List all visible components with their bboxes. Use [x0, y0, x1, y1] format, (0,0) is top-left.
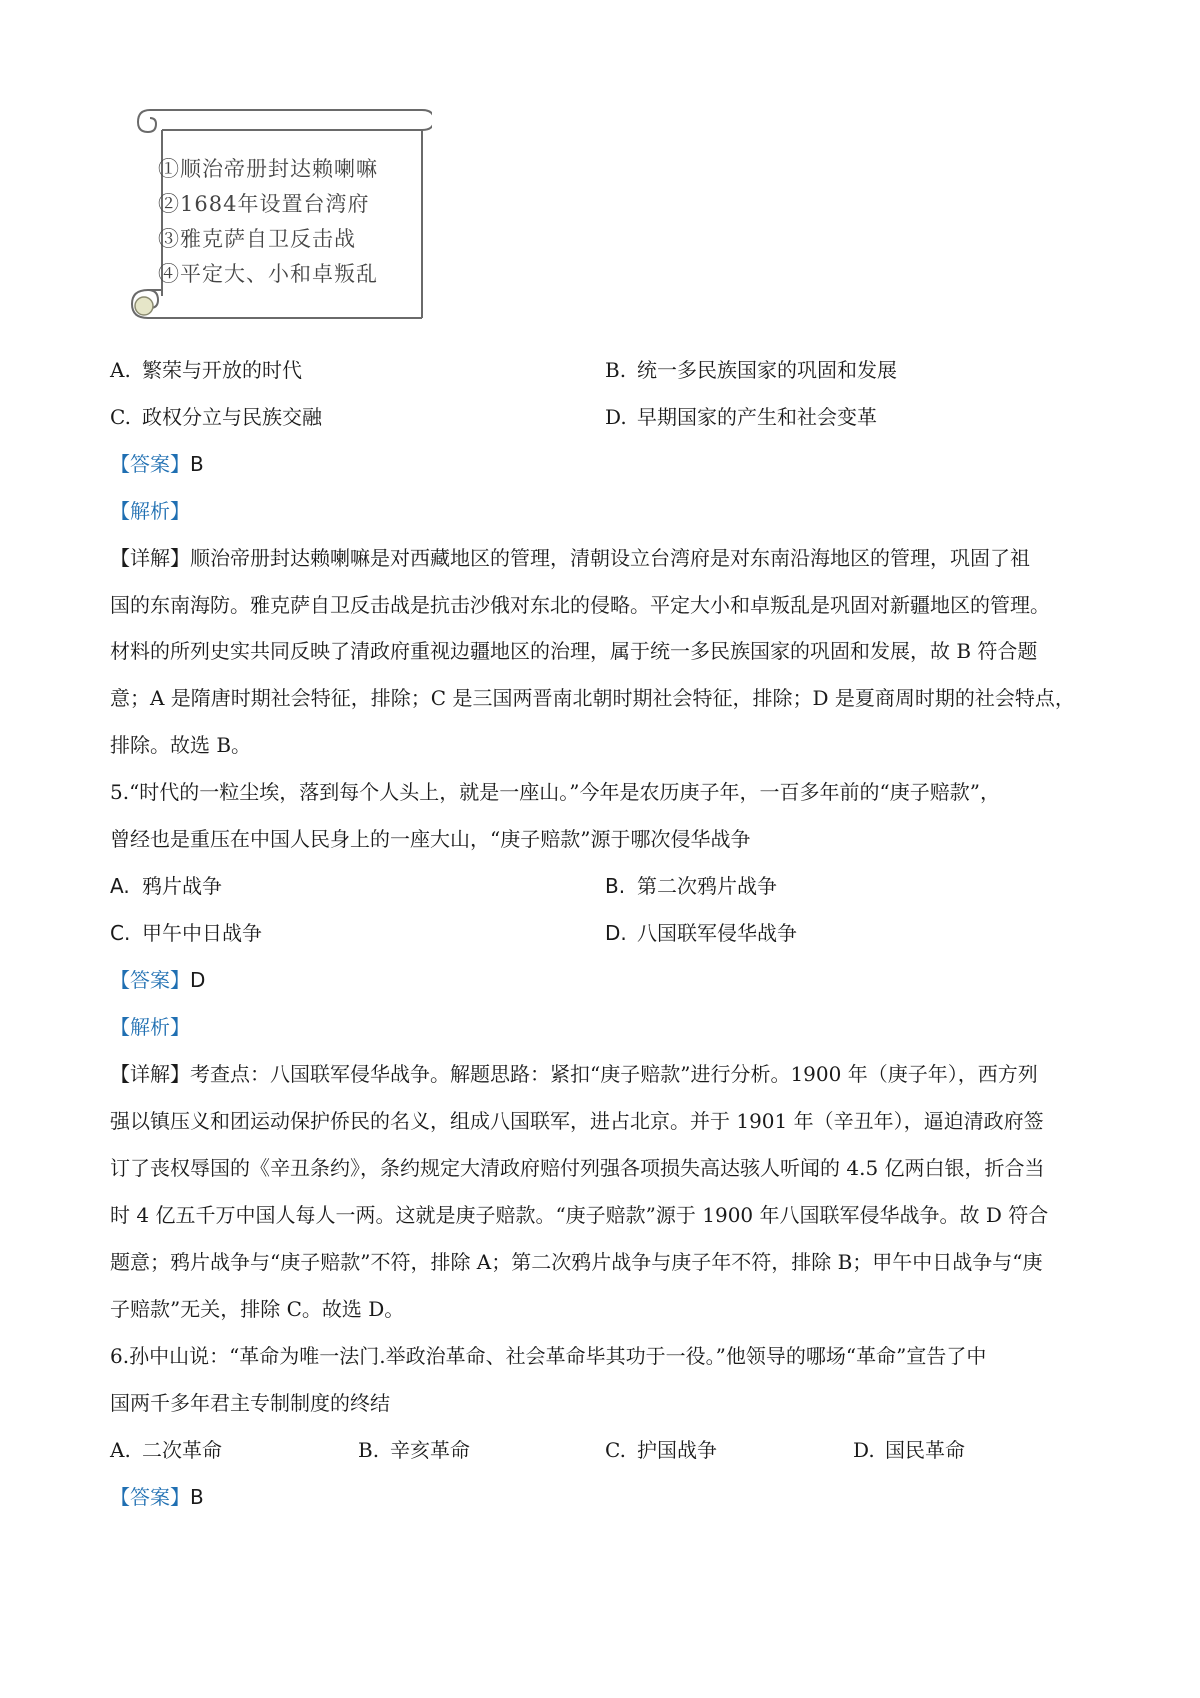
- q5-detail-line-6: 子赔款”无关，排除 C。故选 D。: [110, 1297, 405, 1321]
- q6-option-d: D. 国民革命: [853, 1438, 965, 1462]
- q5-detail-line-3: 订了丧权辱国的《辛丑条约》，条约规定大清政府赔付列强各项损失高达骇人听闻的 4.5 亿两白银，折合当: [110, 1156, 1045, 1180]
- q4-detail-line-2: 国的东南海防。雅克萨自卫反击战是抗击沙俄对东北的侵略。平定大小和卓叛乱是巩固对新疆地区的管理。: [110, 593, 1050, 617]
- q4-option-a: A. 繁荣与开放的时代: [110, 358, 302, 382]
- q5-option-d: D. 八国联军侵华战争: [605, 921, 797, 945]
- q4-analysis-tag: 【解析】: [110, 499, 190, 523]
- q5-detail-line-5: 题意；鸦片战争与“庚子赔款”不符，排除 A；第二次鸦片战争与庚子年不符，排除 B；甲午中日战争与“庚: [110, 1250, 1043, 1274]
- q5-stem-line-2: 曾经也是重压在中国人民身上的一座大山，“庚子赔款”源于哪次侵华战争: [110, 827, 751, 851]
- q6-answer: 【答案】B: [110, 1485, 204, 1509]
- q5-analysis-tag: 【解析】: [110, 1015, 190, 1039]
- q5-option-b: B. 第二次鸦片战争: [605, 874, 777, 898]
- q4-answer: 【答案】B: [110, 452, 204, 476]
- q5-detail-line-4: 时 4 亿五千万中国人每人一两。这就是庚子赔款。“庚子赔款”源于 1900 年八国联军侵华战争。故 D 符合: [110, 1203, 1049, 1227]
- q6-option-a: A. 二次革命: [110, 1438, 222, 1462]
- q4-option-d: D. 早期国家的产生和社会变革: [605, 405, 877, 429]
- q4-option-c: C. 政权分立与民族交融: [110, 405, 322, 429]
- q4-detail-line-1: 【详解】顺治帝册封达赖喇嘛是对西藏地区的管理，清朝设立台湾府是对东南沿海地区的管理，巩固了祖: [110, 546, 1030, 570]
- q5-option-c: C. 甲午中日战争: [110, 921, 262, 945]
- q6-stem-line-2: 国两千多年君主专制制度的终结: [110, 1391, 390, 1415]
- scroll-item-2: ②1684年设置台湾府: [158, 192, 370, 216]
- q5-detail-line-1: 【详解】考查点：八国联军侵华战争。解题思路：紧扣“庚子赔款”进行分析。1900 年（庚子年），西方列: [110, 1062, 1038, 1086]
- q6-option-b: B. 辛亥革命: [358, 1438, 470, 1462]
- q4-detail-line-5: 排除。故选 B。: [110, 733, 252, 757]
- q4-detail-line-4: 意；A 是隋唐时期社会特征，排除；C 是三国两晋南北朝时期社会特征，排除；D 是夏商周时期的社会特点，: [110, 686, 1075, 710]
- q6-stem-line-1: 6.孙中山说：“革命为唯一法门.举政治革命、社会革命毕其功于一役。”他领导的哪场“革命”宣告了中: [110, 1344, 987, 1368]
- q5-answer: 【答案】D: [110, 968, 206, 992]
- scroll-item-4: ④平定大、小和卓叛乱: [158, 262, 378, 286]
- scroll-item-1: ①顺治帝册封达赖喇嘛: [158, 157, 378, 181]
- q5-option-a: A. 鸦片战争: [110, 874, 222, 898]
- q5-detail-line-2: 强以镇压义和团运动保护侨民的名义，组成八国联军，进占北京。并于 1901 年（辛丑年），逼迫清政府签: [110, 1109, 1044, 1133]
- q5-stem-line-1: 5.“时代的一粒尘埃，落到每个人头上，就是一座山。”今年是农历庚子年，一百多年前的“庚子赔款”，: [110, 780, 1000, 804]
- q6-option-c: C. 护国战争: [605, 1438, 717, 1462]
- scroll-illustration: [122, 100, 432, 330]
- q4-detail-line-3: 材料的所列史实共同反映了清政府重视边疆地区的治理，属于统一多民族国家的巩固和发展，故 B 符合题: [110, 639, 1038, 663]
- scroll-item-3: ③雅克萨自卫反击战: [158, 227, 356, 251]
- q4-option-b: B. 统一多民族国家的巩固和发展: [605, 358, 897, 382]
